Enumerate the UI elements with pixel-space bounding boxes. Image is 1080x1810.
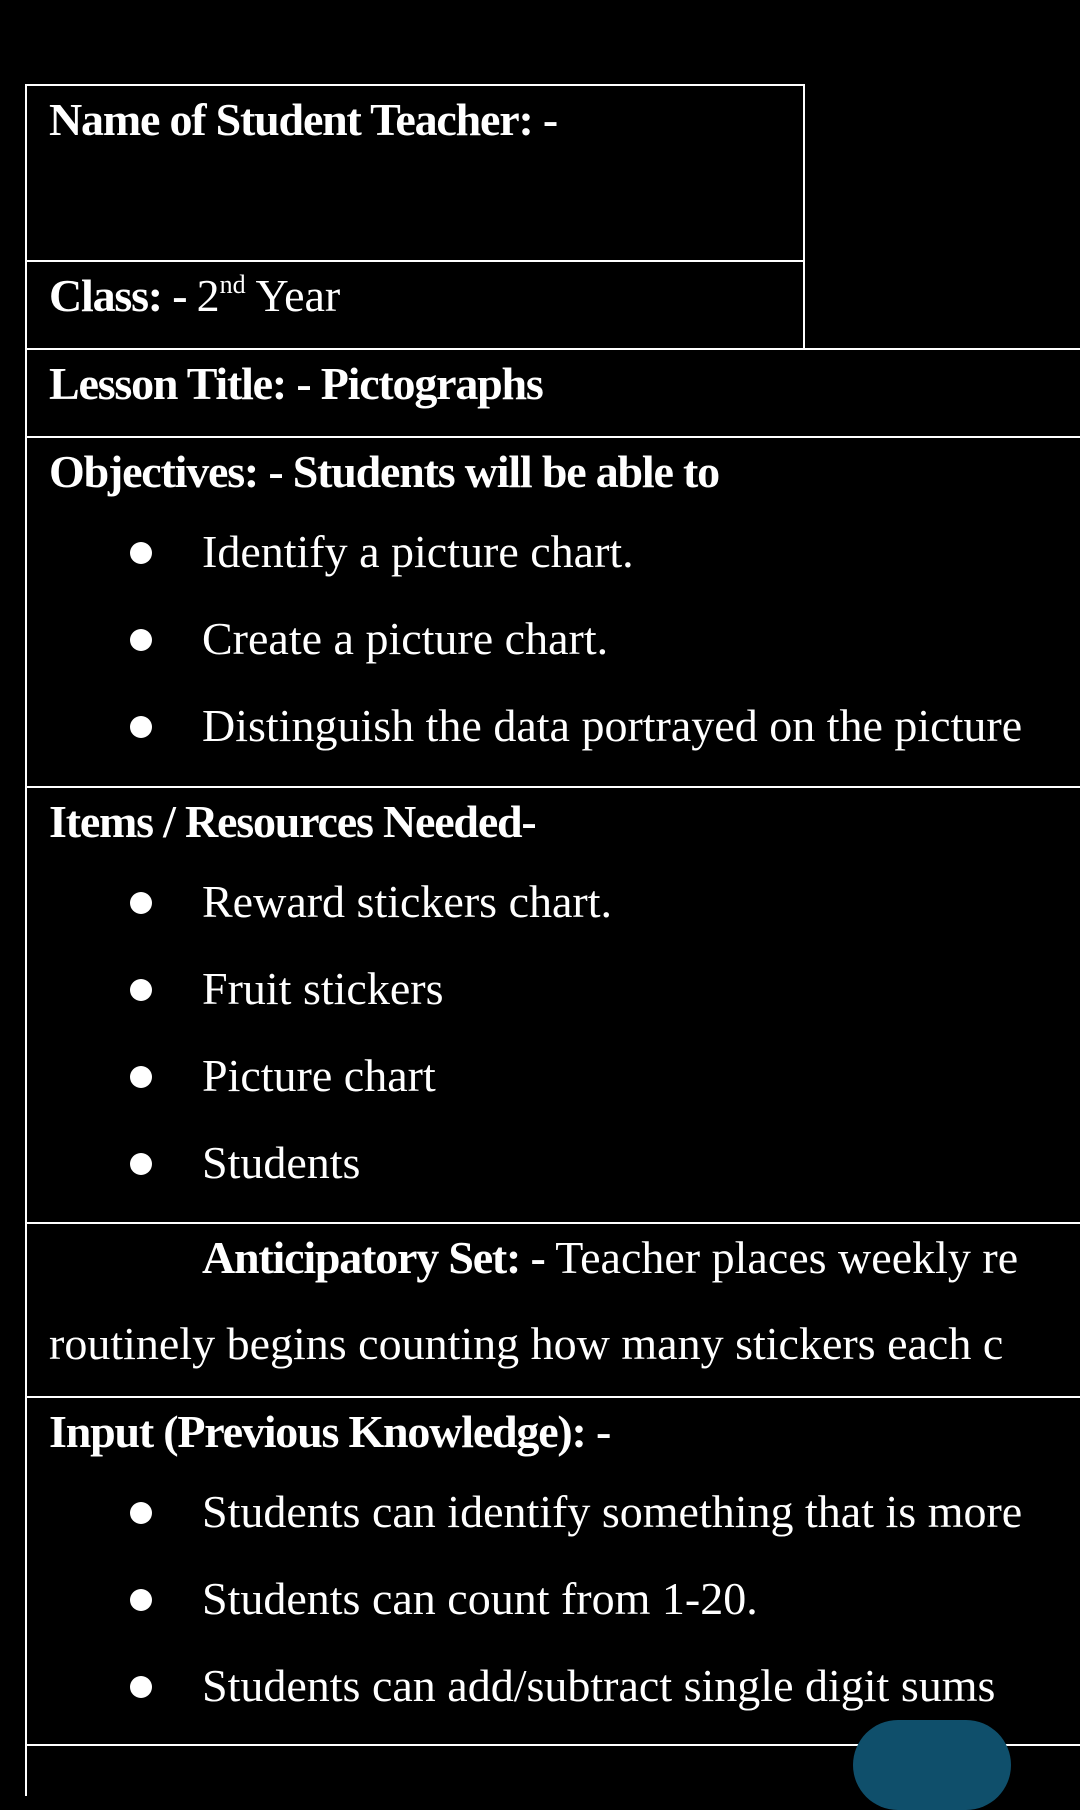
anticipatory-set-line-1 [202, 1230, 1018, 1286]
bullet-icon [130, 542, 152, 564]
bullet-icon [130, 1502, 152, 1524]
anticipatory-set-text-2: routinely begins counting how many stickers each c [49, 1318, 1004, 1369]
bullet-icon [130, 1589, 152, 1611]
resource-text: Students [202, 1137, 361, 1188]
bullet-icon [130, 1676, 152, 1698]
resources-row [25, 786, 1080, 1222]
resources-label: Items / Resources Needed- [49, 796, 536, 847]
objective-text: Distinguish the data portrayed on the picture [202, 700, 1023, 751]
anticipatory-set-row [25, 1222, 1080, 1396]
class-value-word: Year [255, 270, 341, 321]
objective-text: Create a picture chart. [202, 613, 609, 664]
lesson-title-label: Lesson Title: - Pictographs [49, 358, 543, 409]
bullet-icon [130, 629, 152, 651]
input-label: Input (Previous Knowledge): - [49, 1406, 611, 1457]
bullet-icon [130, 892, 152, 914]
input-text: Students can count from 1-20. [202, 1573, 758, 1624]
input-text: Students can identify something that is more [202, 1486, 1023, 1537]
objectives-row [25, 436, 1080, 786]
floating-action-button[interactable] [853, 1720, 1011, 1810]
resource-text: Picture chart [202, 1050, 436, 1101]
bullet-icon [130, 1066, 152, 1088]
objectives-label: Objectives: - Students will be able to [49, 446, 719, 497]
class-row [25, 260, 805, 348]
bullet-icon [130, 716, 152, 738]
bullet-icon [130, 979, 152, 1001]
resource-text: Fruit stickers [202, 963, 444, 1014]
student-teacher-label: Name of Student Teacher: - [49, 94, 557, 145]
resource-text: Reward stickers chart. [202, 876, 613, 927]
input-text: Students can add/subtract single digit sums [202, 1660, 996, 1711]
class-heading [49, 268, 340, 331]
class-value-number: 2 [196, 270, 220, 321]
lesson-title-row [25, 348, 1080, 436]
objective-text: Identify a picture chart. [202, 526, 634, 577]
class-value [197, 270, 341, 321]
class-label: Class: - [49, 270, 187, 321]
student-teacher-row [25, 84, 805, 260]
anticipatory-set-text-1: Teacher places weekly re [555, 1232, 1019, 1283]
anticipatory-set-label: Anticipatory Set: - [202, 1232, 545, 1283]
class-value-ordinal: nd [219, 270, 246, 299]
bullet-icon [130, 1153, 152, 1175]
